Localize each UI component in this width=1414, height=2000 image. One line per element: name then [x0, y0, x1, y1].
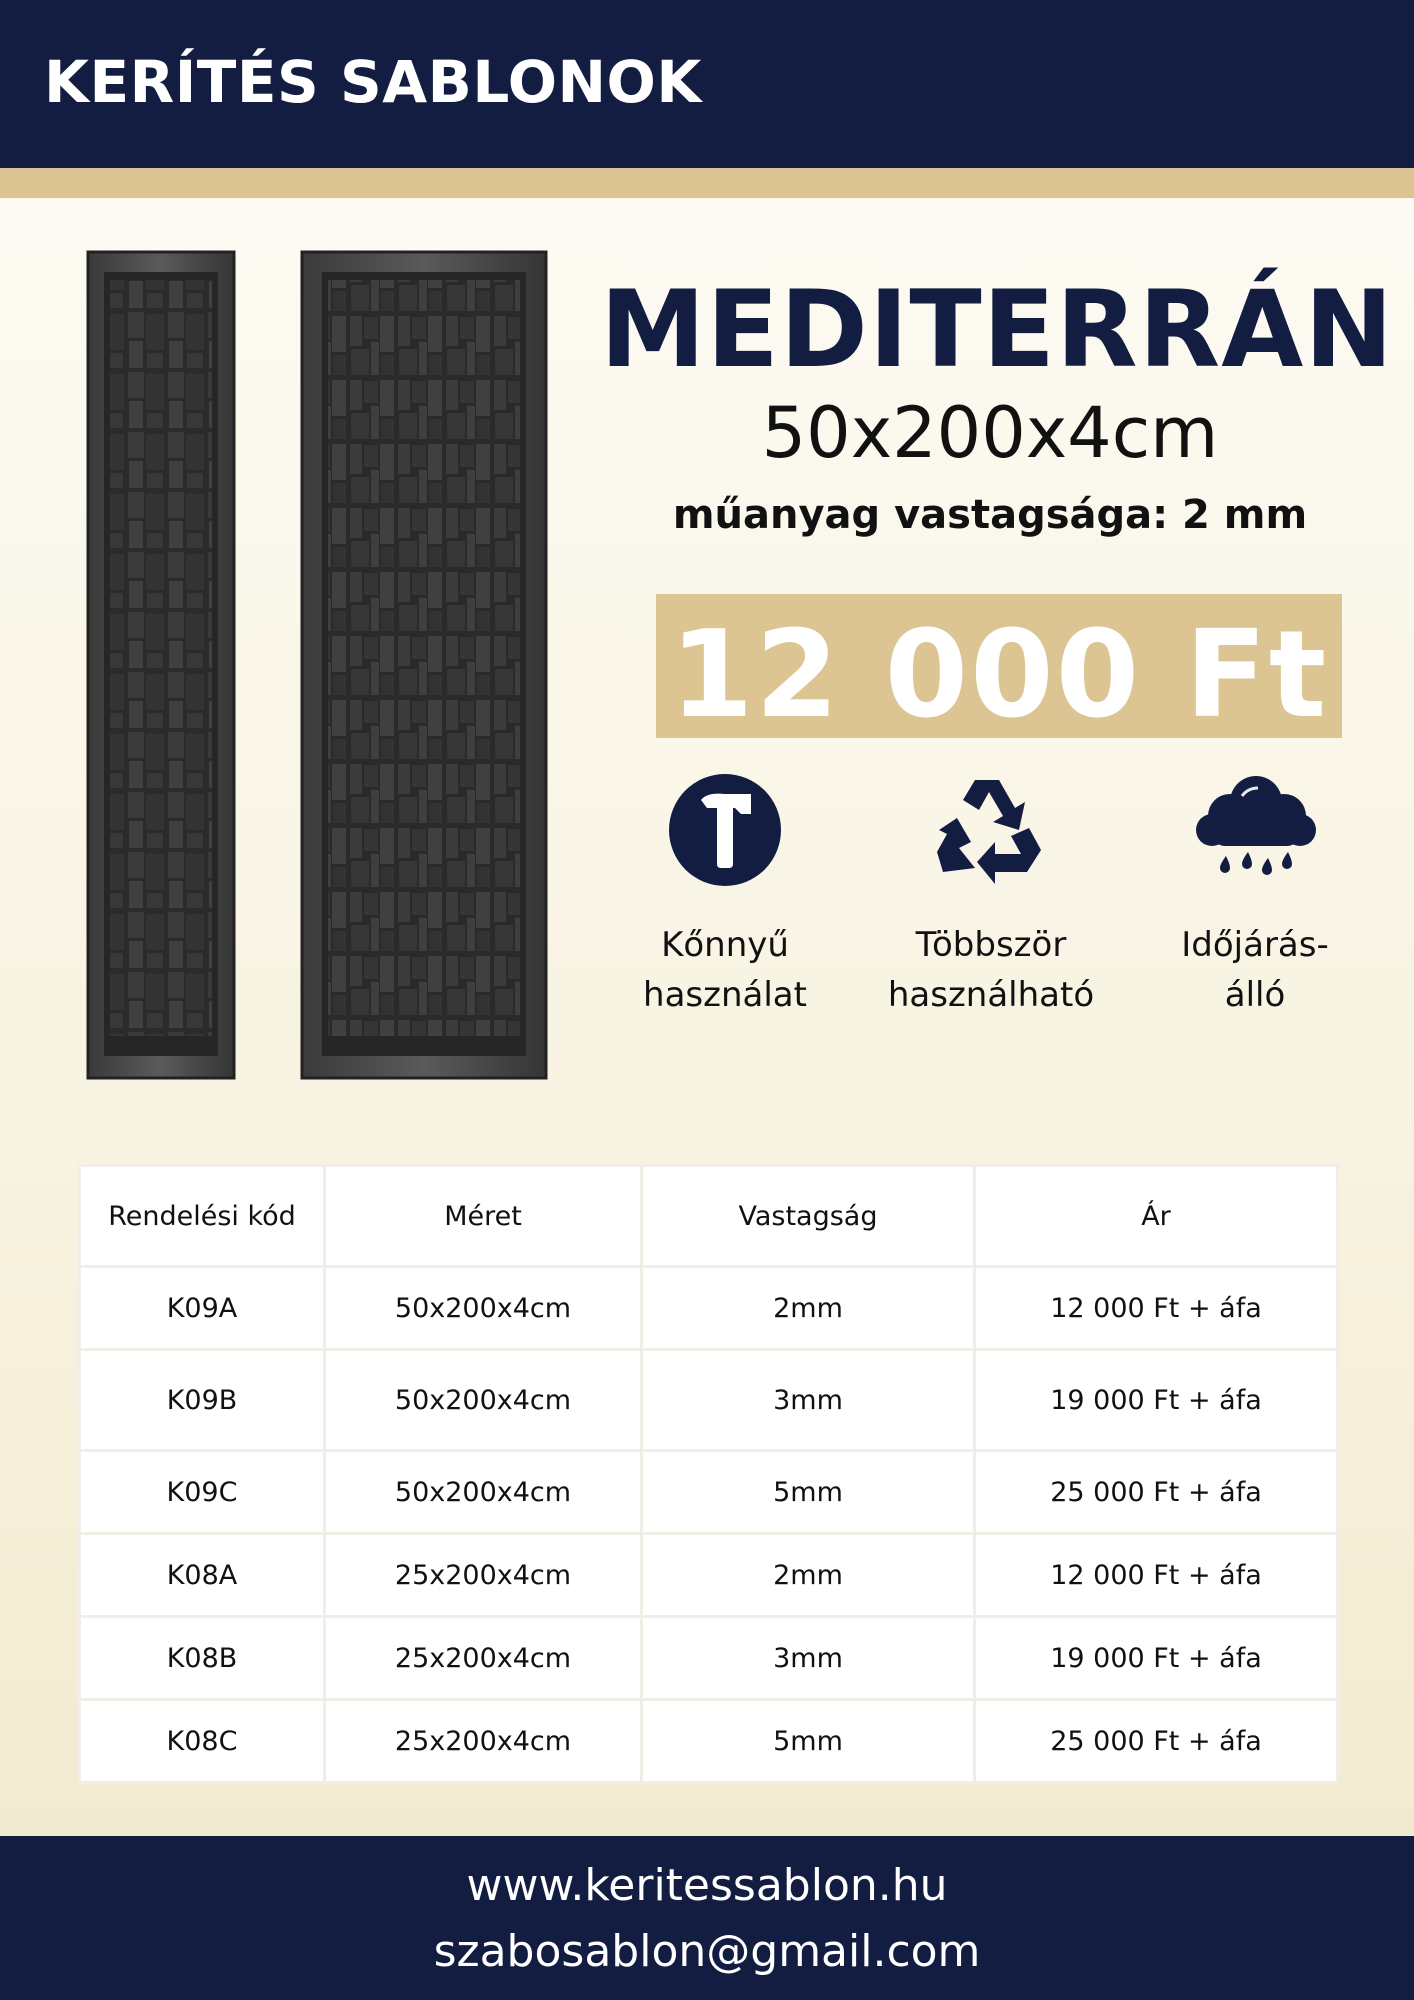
hammer-icon: [600, 770, 850, 890]
product-thickness: műanyag vastagsága: 2 mm: [672, 492, 1308, 538]
column-header: Ár: [975, 1166, 1338, 1267]
column-header: Vastagság: [642, 1166, 975, 1267]
table-row: [80, 1350, 1338, 1451]
email-link[interactable]: szabosablon@gmail.com: [433, 1926, 981, 1977]
feature-label-line2: használható: [887, 975, 1095, 1015]
price-cell: 12 000 Ft + áfa: [975, 1267, 1338, 1350]
thickness-cell: 5mm: [642, 1451, 975, 1534]
size-cell: 50x200x4cm: [325, 1451, 642, 1534]
thickness-cell: 2mm: [642, 1267, 975, 1350]
product-size: 50x200x4cm: [761, 392, 1219, 474]
order-code-cell: K08B: [80, 1617, 325, 1700]
column-header: Rendelési kód: [80, 1166, 325, 1267]
size-cell: 50x200x4cm: [325, 1267, 642, 1350]
price-cell: 25 000 Ft + áfa: [975, 1451, 1338, 1534]
table-row: [80, 1700, 1338, 1783]
gold-stripe: [0, 168, 1414, 198]
order-table: [78, 1164, 1336, 1784]
thickness-cell: 5mm: [642, 1700, 975, 1783]
table-row: [80, 1617, 1338, 1700]
wide-mold-image: [300, 250, 548, 1080]
column-header: Méret: [325, 1166, 642, 1267]
product-name: MEDITERRÁN: [600, 268, 1395, 391]
feature-label-line2: használat: [643, 975, 807, 1015]
table-row: [80, 1534, 1338, 1617]
price-text: 12 000 Ft: [669, 606, 1329, 745]
order-code-cell: K09C: [80, 1451, 325, 1534]
order-code-cell: K08C: [80, 1700, 325, 1783]
header-title: KERÍTÉS SABLONOK: [44, 48, 702, 116]
table-row: [80, 1451, 1338, 1534]
feature-label-line1: Időjárás-: [1181, 925, 1329, 965]
price-cell: 25 000 Ft + áfa: [975, 1700, 1338, 1783]
thickness-cell: 3mm: [642, 1617, 975, 1700]
order-code-cell: K09B: [80, 1350, 325, 1451]
size-cell: 25x200x4cm: [325, 1617, 642, 1700]
size-cell: 25x200x4cm: [325, 1700, 642, 1783]
footer-bar: [0, 1836, 1414, 2000]
feature-label-line1: Többször: [915, 925, 1067, 965]
order-code-cell: K08A: [80, 1534, 325, 1617]
price-box: [656, 594, 1342, 745]
table-header-row: [80, 1166, 1338, 1267]
size-cell: 25x200x4cm: [325, 1534, 642, 1617]
price-cell: 12 000 Ft + áfa: [975, 1534, 1338, 1617]
feature-label-line1: Kőnnyű: [661, 925, 789, 965]
price-cell: 19 000 Ft + áfa: [975, 1350, 1338, 1451]
website-link[interactable]: www.keritessablon.hu: [466, 1860, 948, 1911]
feature-easy-use: [600, 770, 850, 1020]
thickness-cell: 3mm: [642, 1350, 975, 1451]
feature-reusable: [866, 770, 1116, 1020]
feature-weatherproof: [1130, 770, 1380, 1020]
feature-label-line2: álló: [1224, 975, 1286, 1015]
size-cell: 50x200x4cm: [325, 1350, 642, 1451]
order-code-cell: K09A: [80, 1267, 325, 1350]
table-row: [80, 1267, 1338, 1350]
price-cell: 19 000 Ft + áfa: [975, 1617, 1338, 1700]
header-bar: [0, 0, 1414, 168]
rain-cloud-icon: [1130, 770, 1380, 890]
recycle-icon: [866, 770, 1116, 890]
thickness-cell: 2mm: [642, 1534, 975, 1617]
narrow-mold-image: [86, 250, 236, 1080]
